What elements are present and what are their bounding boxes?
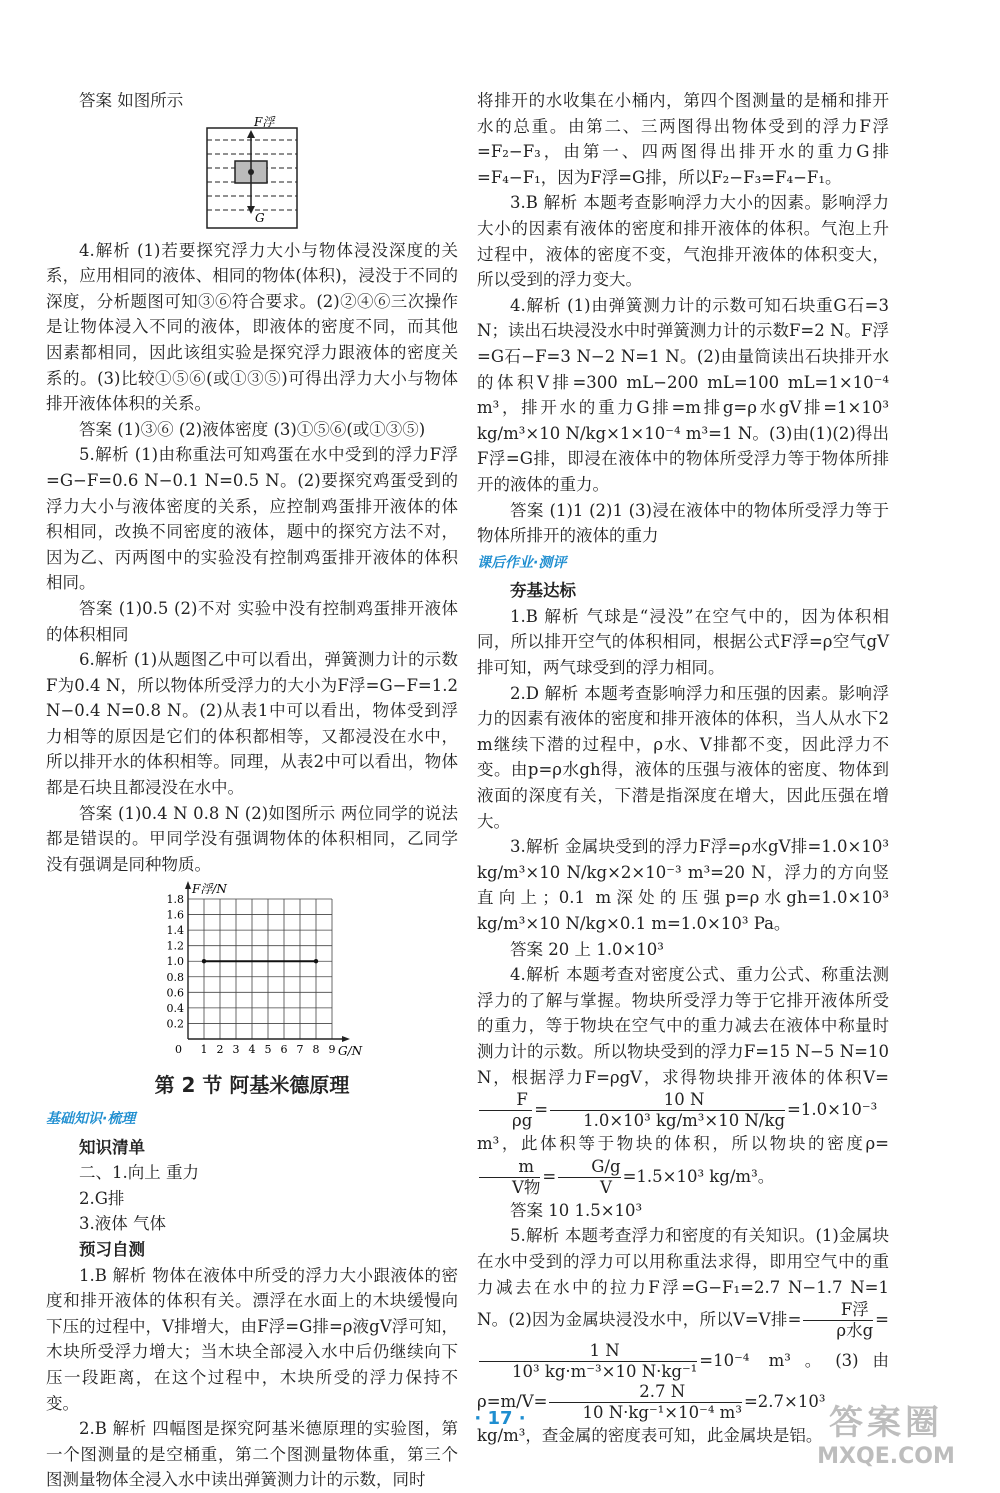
pretest-4: 4.解析 (1)由弹簧测力计的示数可知石块重G石=3 N；读出石块浸没水中时弹簧测力计的示数F=2 N。F浮=G石−F=3 N−2 N=1 N。(2)由量筒读出石块排开水的体积V排=300 mL−200 mL=100 mL=1×10⁻⁴ m³，排开水的重力G排=m排g=ρ水gV排=1×10³ kg/m³×10 N/kg×1×10⁻⁴ m³=1 N。(3)由(1)(2)得出F浮=G排，即浸在液体中的物体所受浮力等于物体所排开的液体的重力。 <box>477 295 889 494</box>
origin-label: 0 <box>175 1043 182 1057</box>
page-number: · 17 · <box>474 1408 526 1429</box>
y-tick-label: 0.4 <box>166 1002 184 1016</box>
left-column <box>46 88 458 1493</box>
pretest-2-cont: 将排开的水收集在小桶内，第四个图测量的是桶和排开水的总重。由第二、三两图得出物体受到的浮力F浮=F₂−F₃，由第一、四两图得出排开水的重力G排=F₄−F₁，因为F浮=G排，所以F₂−F₃=F₄−F₁。 <box>477 91 889 187</box>
x-tick-label: 6 <box>280 1043 288 1057</box>
x-tick-label: 2 <box>216 1043 224 1057</box>
pretest-title: 预习自测 <box>79 1240 145 1259</box>
x-tick-label: 9 <box>328 1043 336 1057</box>
section-title: 第 2 节 阿基米德原理 <box>154 1073 350 1098</box>
y-tick-label: 0.2 <box>166 1017 184 1031</box>
fraction: $\frac{1 N}{\text{10³ kg·m⁻³×10 N·kg⁻¹}}$ <box>479 1341 697 1382</box>
checklist-title: 知识清单 <box>79 1137 145 1157</box>
y-tick-label: 1.0 <box>166 955 184 969</box>
hw-3: 3.解析 金属块受到的浮力F浮=ρ水gV排=1.0×10³ kg/m³×10 N/kg×2×10⁻³ m³=20 N，浮力的方向竖直向上；0.1 m深处的压强p=ρ水gh=1.0×10³ kg/m³×10 N/kg×0.1 m=1.0×10³ Pa。 <box>477 837 889 933</box>
y-tick-label: 0.8 <box>166 971 184 985</box>
hw-3-answer: 答案 20 上 1.0×10³ <box>510 939 664 959</box>
y-tick-label: 1.6 <box>166 908 184 922</box>
hw-1: 1.B 解析 气球是“浸没”在空气中的，因为体积相同，所以排开空气的体积相同，根据公式F浮=ρ空气gV排可知，两气球受到的浮力相同。 <box>477 606 889 678</box>
x-tick-label: 5 <box>264 1043 272 1057</box>
data-point <box>314 959 318 963</box>
hw-5: 5.解析 本题考查浮力和密度的有关知识。(1)金属块在水中受到的浮力可以用称重法求得，即用空气中的重力减去在水中的拉力F浮=G−F₁=2.7 N−1.7 N=1 N。(2)因为金属块浸没水中，所以V=V排= $\frac{\text{F浮}}{\text{ρ水g}}$ = $\frac{1 N}{\text{10³ kg·m⁻³×10 N·kg⁻¹}}$ =10⁻⁴ m³。(3)由ρ=m/V= $\frac{2.7 N}{\text{10 N·kg⁻¹×10⁻⁴ m³}}$ =2.7×10³ kg/m³，查金属的密度表可知，此金属块是铝。 <box>477 1226 889 1446</box>
buoyancy-chart <box>152 879 363 1059</box>
y-axis-label: F浮/N <box>192 882 227 897</box>
q4-analysis: 4.解析 (1)若要探究浮力大小与物体浸没深度的关系，应用相同的液体、相同的物体(体积)，浸没于不同的深度，分析题图可知③⑥符合要求。(2)②④⑥三次操作是让物体浸入不同的液体，即液体的密度不同，而其他因素都相同，因此该组实验是探究浮力跟液体的密度关系的。(3)比较①⑤⑥(或①③⑤)可得出浮力大小与物体排开液体体积的关系。 <box>46 240 458 414</box>
right-column <box>477 88 889 1449</box>
fig1-top-label: F浮 <box>254 114 275 129</box>
x-axis-label: G/N <box>338 1044 363 1059</box>
fraction: $\frac{2.7 N}{\text{10 N·kg⁻¹×10⁻⁴ m³}}$ <box>549 1382 741 1423</box>
checklist-item: 二、1.向上 重力 <box>79 1163 199 1183</box>
x-tick-label: 3 <box>232 1043 240 1057</box>
hw-4-answer: 答案 10 1.5×10³ <box>510 1200 643 1220</box>
q5-answer: 答案 (1)0.5 (2)不对 实验中没有控制鸡蛋排开液体的体积相同 <box>46 598 458 644</box>
hw-4-text: 4.解析 本题考查对密度公式、重力公式、称重法测浮力的了解与掌握。物块所受浮力等于它排开液体所受的重力，等于物块在空气中的重力减去在液体中称量时测力计的示数。所以物块受到的浮力F=15 N−5 N=10 N，根据浮力F=ρgV，求得物块排开液体的体积V= <box>477 965 889 1087</box>
pretest-3: 3.B 解析 本题考查影响浮力大小的因素。影响浮力大小的因素有液体的密度和排开液体的体积。气泡上升过程中，液体的密度不变，气泡排开液体的体积变大，所以受到的浮力变大。 <box>477 193 889 290</box>
y-tick-label: 0.6 <box>166 986 184 1000</box>
hw-2: 2.D 解析 本题考查影响浮力和压强的因素。影响浮力的因素有液体的密度和排开液体的体积，当人从水下2 m继续下潜的过程中，ρ水、V排都不变，因此浮力不变。由p=ρ水gh得，液体的压强与液体的密度、物体到液面的深度有关，下潜是指深度在增大，因此压强在增大。 <box>477 683 889 831</box>
fraction: $\frac{m}{\text{V物}}$ <box>479 1157 540 1198</box>
q3-answer: 答案 如图所示 <box>79 91 184 110</box>
q6-analysis: 6.解析 (1)从题图乙中可以看出，弹簧测力计的示数F为0.4 N，所以物体所受浮力的大小为F浮=G−F=1.2 N−0.4 N=0.8 N。(2)从表1中可以看出，物体受到浮力相等的原因是它们的体积都相等，又都浸没在水中，所以排开水的体积相等。同理，从表2中可以看出，物体都是石块且都浸没在水中。 <box>46 650 458 798</box>
q5-analysis: 5.解析 (1)由称重法可知鸡蛋在水中受到的浮力F浮=G−F=0.6 N−0.1 N=0.5 N。(2)要探究鸡蛋受到的浮力大小与液体密度的关系，应控制鸡蛋排开液体的体积相同，改换不同密度的液体，题中的探究方法不对，因为乙、丙两图中的实验没有控制鸡蛋排开液体的体积相同。 <box>46 445 458 593</box>
pretest-2: 2.B 解析 四幅图是探究阿基米德原理的实验图，第一个图测量的是空桶重，第二个图测量物体重，第三个图测量物体全浸入水中读出弹簧测力计的示数，同时 <box>46 1419 458 1490</box>
tag-homework: 课后作业·测评 <box>477 554 567 571</box>
q4-answer: 答案 (1)③⑥ (2)液体密度 (3)①⑤⑥(或①③⑤) <box>79 419 426 439</box>
basic-title: 夯基达标 <box>510 581 576 601</box>
tag-basic-knowledge: 基础知识·梳理 <box>46 1111 136 1128</box>
fig1-bottom-label: G <box>255 210 265 225</box>
q6-answer: 答案 (1)0.4 N 0.8 N (2)如图所示 两位同学的说法都是错误的。甲同学没有强调物体的体积相同，乙同学没有强调是同种物质。 <box>46 803 458 874</box>
fraction: $\frac{G/g}{V}$ <box>558 1157 620 1198</box>
buoyancy-figure <box>46 116 458 232</box>
data-point <box>202 959 206 963</box>
fraction: $\frac{\text{F浮}}{\text{ρ水g}}$ <box>803 1300 873 1341</box>
hw-4: 4.解析 本题考查对密度公式、重力公式、称重法测浮力的了解与掌握。物块所受浮力等于它排开液体所受的重力，等于物块在空气中的重力减去在液体中称量时测力计的示数。所以物块受到的浮力F=15 N−5 N=10 N，根据浮力F=ρgV，求得物块排开液体的体积V= $\frac{F}{\rho g}$ = $\frac{10 N}{\text{1.0×10³ kg/m³×10 N/kg}}$ =1.0×10⁻³ m³，此体积等于物块的体积，所以物块的密度ρ= $\frac{m}{\text{V物}}$ = $\frac{G/g}{V}$ =1.5×10³ kg/m³。 <box>477 965 889 1197</box>
pretest-1: 1.B 解析 物体在液体中所受的浮力大小跟液体的密度和排开液体的体积有关。漂浮在水面上的木块缓慢向下压的过程中，V排增大，由F浮=G排=ρ液gV浮可知，木块所受浮力增大；当木块全部浸入水中后仍继续向下压一段距离，在这个过程中，木块所受的浮力保持不变。 <box>46 1265 458 1413</box>
x-tick-label: 7 <box>296 1043 304 1057</box>
pretest-4-answer: 答案 (1)1 (2)1 (3)浸在液体中的物体所受浮力等于物体所排开的液体的重力 <box>477 500 889 546</box>
y-tick-label: 1.8 <box>166 893 184 907</box>
watermark-logo: 答案圈 MXQE.COM <box>817 1403 955 1469</box>
x-tick-label: 1 <box>200 1043 208 1057</box>
y-tick-label: 1.4 <box>166 924 184 938</box>
x-tick-label: 4 <box>248 1043 256 1057</box>
force-diagram <box>197 116 307 232</box>
chart-container <box>46 879 458 1059</box>
fraction: $\frac{10 N}{\text{1.0×10³ kg/m³×10 N/kg}}$ <box>550 1090 785 1131</box>
y-axis-arrow <box>185 881 191 889</box>
fraction: $\frac{F}{\rho g}$ <box>479 1090 532 1131</box>
x-axis-arrow <box>342 1036 350 1042</box>
checklist-item: 3.液体 气体 <box>79 1214 166 1234</box>
x-tick-label: 8 <box>312 1043 320 1057</box>
checklist-item: 2.G排 <box>79 1188 125 1208</box>
y-tick-label: 1.2 <box>166 940 184 954</box>
